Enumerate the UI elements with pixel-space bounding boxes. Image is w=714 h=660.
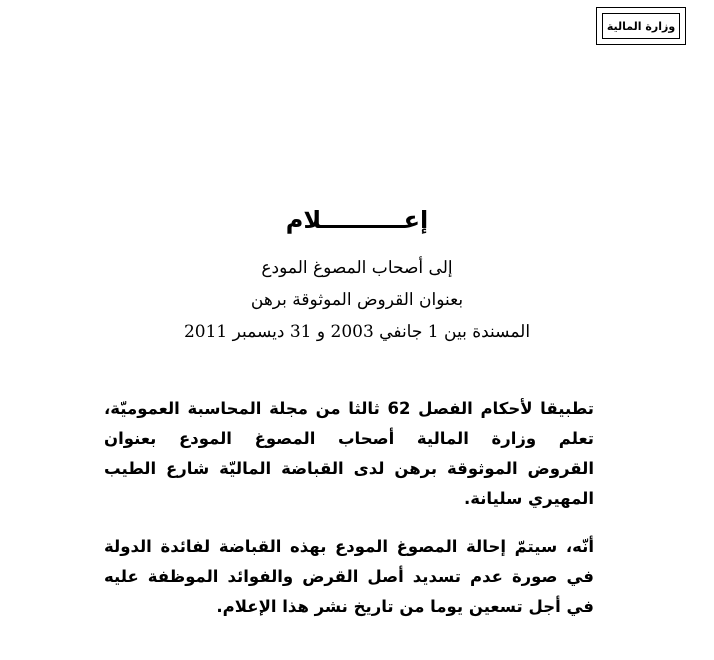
paragraph-2-line-1: أنّه، سيتمّ إحالة المصوغ المودع بهذه القباضة لفائدة الدولة [104,537,594,556]
paragraph-1-line-4: المهيري سليانة. [463,489,594,508]
ministry-label: وزارة المالية [602,13,680,39]
notice-paragraph-1 [104,394,594,514]
notice-paragraph-2 [104,532,594,622]
subtitle-line-2: بعنوان القروض الموثوقة برهن [250,290,464,310]
ministry-stamp-box [596,7,686,45]
paragraph-1-line-1: تطبيقا لأحكام الفصل 62 ثالثا من مجلة المحاسبة العموميّة، [104,399,594,418]
paragraph-2-line-3: في أجل تسعين يوما من تاريخ نشر هذا الإعلام. [216,597,594,616]
subtitle-line-3: المسندة بين 1 جانفي 2003 و 31 ديسمبر 2011 [183,322,531,342]
paragraph-2-line-2: في صورة عدم تسديد أصل القرض والفوائد الموظفة عليه [104,567,594,586]
notice-title: إعــــــــــلام [285,206,429,234]
paragraph-1-line-3: القروض الموثوقة برهن لدى القباضة الماليّة شارع الطيب [104,459,594,478]
subtitle-line-1: إلى أصحاب المصوغ المودع [261,258,453,278]
paragraph-1-line-2: تعلم وزارة المالية أصحاب المصوغ المودع بعنوان [104,429,594,448]
